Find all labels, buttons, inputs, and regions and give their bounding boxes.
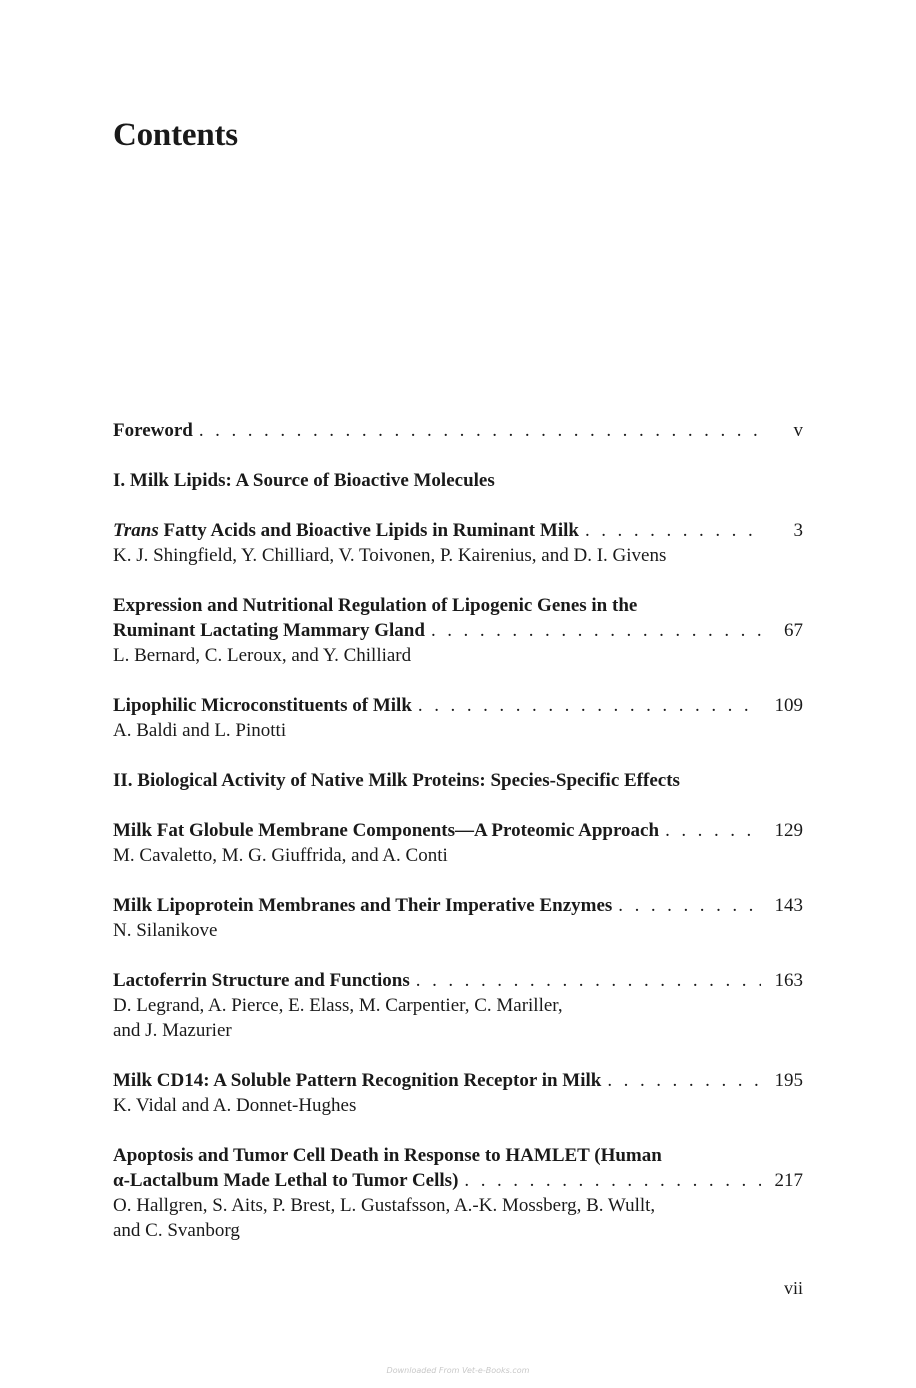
toc-entry[interactable]: [113, 1143, 803, 1243]
entry-title: Lactoferrin Structure and Functions: [113, 970, 410, 991]
dot-leader: [665, 818, 761, 843]
entry-title-line-2: α-Lactalbum Made Lethal to Tumor Cells): [113, 1170, 459, 1191]
dot-leader: [199, 418, 761, 443]
entry-title-line-1: Apoptosis and Tumor Cell Death in Response to HAMLET (Human: [113, 1145, 662, 1166]
entry-title: Milk Lipoprotein Membranes and Their Imperative Enzymes: [113, 895, 613, 916]
page-title: Contents: [113, 117, 238, 153]
section-heading-2: II. Biological Activity of Native Milk Proteins: Species-Specific Effects: [113, 770, 680, 791]
section-heading-1: I. Milk Lipids: A Source of Bioactive Molecules: [113, 470, 495, 491]
page-number: 67: [784, 620, 803, 641]
entry-title: Milk CD14: A Soluble Pattern Recognition Receptor in Milk: [113, 1070, 602, 1091]
page-number: 109: [774, 695, 803, 716]
entry-title-line-1: Expression and Nutritional Regulation of Lipogenic Genes in the: [113, 595, 638, 616]
page-folio: vii: [783, 1278, 803, 1298]
dot-leader: [464, 1168, 761, 1193]
entry-authors: L. Bernard, C. Leroux, and Y. Chilliard: [113, 645, 412, 666]
entry-title-italic: Trans: [113, 520, 159, 541]
entry-title: Milk Fat Globule Membrane Components—A Proteomic Approach: [113, 820, 660, 841]
entry-authors: and J. Mazurier: [113, 1020, 232, 1041]
entry-authors: O. Hallgren, S. Aits, P. Brest, L. Gustafsson, A.-K. Mossberg, B. Wullt,: [113, 1195, 656, 1216]
page-number: 163: [774, 970, 803, 991]
page-number: 195: [774, 1070, 803, 1091]
entry-title: [113, 518, 579, 543]
dot-leader: [416, 968, 761, 993]
page-number: 143: [774, 895, 803, 916]
table-of-contents: [113, 418, 803, 1243]
toc-entry[interactable]: [113, 593, 803, 668]
page-number: 3: [793, 520, 803, 541]
toc-entry[interactable]: [113, 893, 803, 943]
entry-authors: M. Cavaletto, M. G. Giuffrida, and A. Conti: [113, 845, 448, 866]
watermark: Downloaded From Vet-e-Books.com: [386, 1366, 530, 1375]
entry-authors: K. Vidal and A. Donnet-Hughes: [113, 1095, 357, 1116]
entry-title: Lipophilic Microconstituents of Milk: [113, 695, 412, 716]
dot-leader: [431, 618, 761, 643]
toc-entry[interactable]: [113, 968, 803, 1043]
entry-authors: N. Silanikove: [113, 920, 218, 941]
page-number: v: [793, 420, 803, 441]
dot-leader: [618, 893, 761, 918]
entry-authors: A. Baldi and L. Pinotti: [113, 720, 287, 741]
entry-title-rest: Fatty Acids and Bioactive Lipids in Ruminant Milk: [158, 520, 579, 541]
entry-authors: K. J. Shingfield, Y. Chilliard, V. Toivonen, P. Kairenius, and D. I. Givens: [113, 545, 667, 566]
toc-entry[interactable]: [113, 818, 803, 868]
entry-title: Foreword: [113, 420, 193, 441]
entry-authors: D. Legrand, A. Pierce, E. Elass, M. Carpentier, C. Mariller,: [113, 995, 563, 1016]
dot-leader: [607, 1068, 761, 1093]
page-number: 129: [774, 820, 803, 841]
entry-authors: and C. Svanborg: [113, 1220, 240, 1241]
toc-entry[interactable]: [113, 518, 803, 568]
toc-entry-foreword[interactable]: [113, 418, 803, 443]
toc-entry[interactable]: [113, 1068, 803, 1118]
toc-entry[interactable]: [113, 693, 803, 743]
entry-title-line-2: Ruminant Lactating Mammary Gland: [113, 620, 425, 641]
page-number: 217: [774, 1170, 803, 1191]
dot-leader: [418, 693, 761, 718]
dot-leader: [585, 518, 761, 543]
